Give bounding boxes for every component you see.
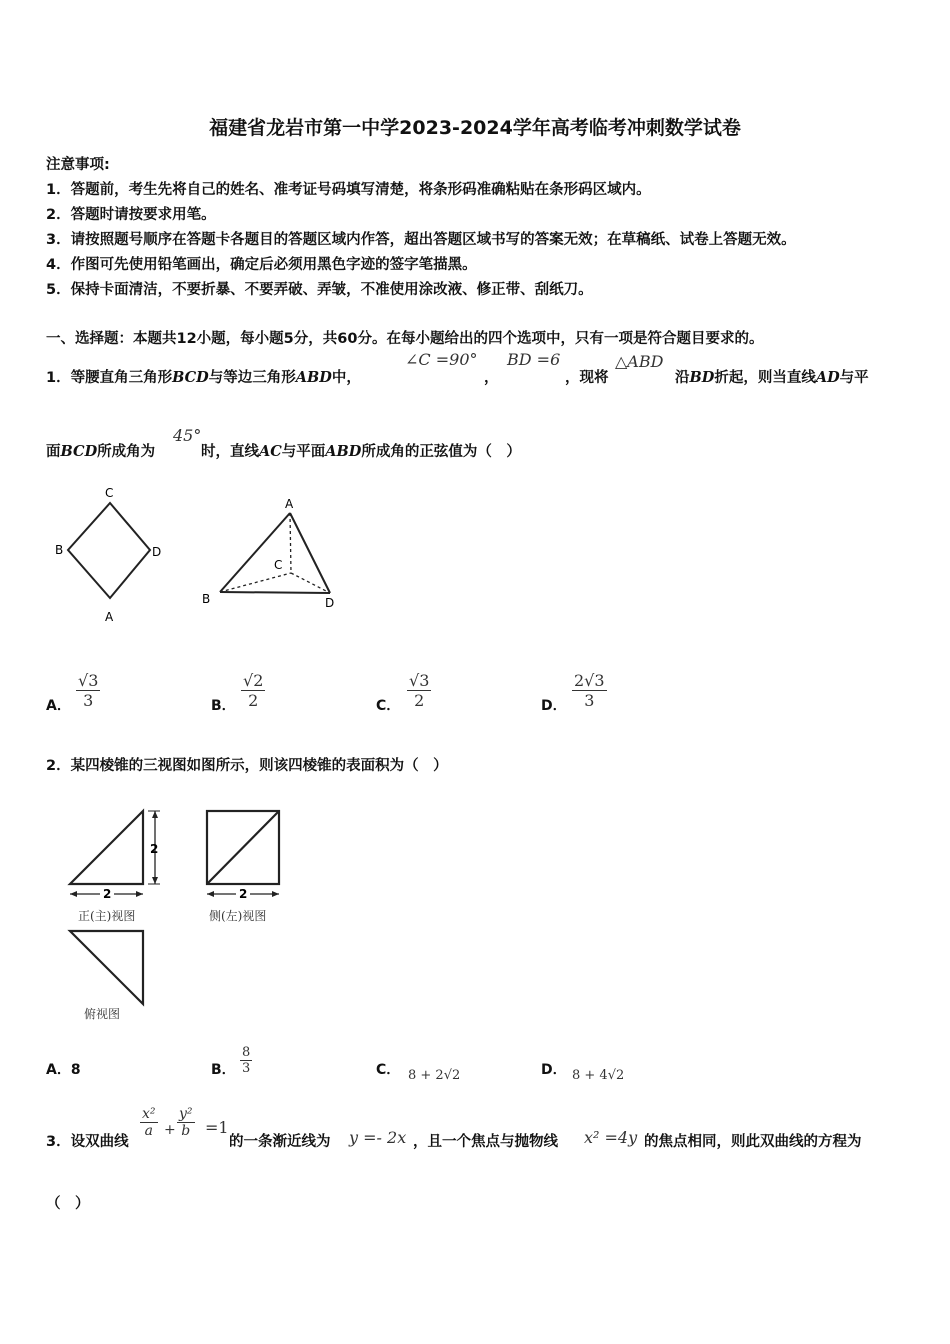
q3-fraction-x: $\frac{\text{x²}}{a}$ — [142, 1106, 156, 1139]
q1-figures — [50, 480, 370, 630]
label-d: D — [325, 596, 335, 610]
q2-option-b-value: $\frac{8}{3}$ — [242, 1045, 251, 1076]
notice-item: 3．请按照题号顺序在答题卡各题目的答题区域内作答，超出答题区域书写的答案无效；在草稿纸、试卷上答题无效。 — [46, 232, 796, 248]
q3-text-start: 3．设双曲线 — [46, 1134, 129, 1150]
label-a: A — [285, 497, 294, 511]
q1-bd-math: BD =6 — [507, 350, 561, 369]
section-heading: 一、选择题：本题共12小题，每小题5分，共60分。在每小题给出的四个选项中，只有一项是符合题目要求的。 — [46, 331, 764, 347]
q1-text: ，现将 — [565, 370, 609, 386]
dim-height: 2 — [150, 842, 159, 856]
q1-line2-end: 时，直线AC与平面ABD所成角的正弦值为（ ） — [201, 443, 521, 460]
q1-option-a-value: $\frac{√3}{3}$ — [78, 671, 99, 710]
q1-line1: 1．等腰直角三角形BCD与等边三角形ABD中， — [46, 369, 361, 386]
q1-option-c-label[interactable]: C． — [376, 698, 401, 714]
q2-front-caption: 正(主)视图 — [78, 909, 136, 923]
q3-text: 的一条渐近线为 — [229, 1134, 331, 1150]
q2-text: 2．某四棱锥的三视图如图所示，则该四棱锥的表面积为（ ） — [46, 758, 448, 774]
q2-top-caption: 俯视图 — [84, 1007, 121, 1021]
notice-item: 1．答题前，考生先将自己的姓名、准考证号码填写清楚，将条形码准确粘贴在条形码区域内。 — [46, 182, 651, 198]
notice-item: 2．答题时请按要求用笔。 — [46, 207, 216, 223]
q1-option-b-label[interactable]: B． — [211, 698, 236, 714]
notice-item: 4．作图可先使用铅笔画出，确定后必须用黑色字迹的签字笔描黑。 — [46, 257, 477, 273]
q3-answer-paren: （ ） — [46, 1196, 90, 1212]
label-d: D — [152, 545, 162, 559]
q2-side-view — [207, 811, 279, 901]
q1-option-d-label[interactable]: D． — [541, 698, 567, 714]
q1-degree-math: 45° — [173, 426, 202, 445]
q1-option-d-value: $\frac{2√3}{3}$ — [574, 671, 605, 710]
q3-plus: + — [164, 1122, 176, 1138]
notice-heading: 注意事项: — [46, 157, 110, 173]
q2-option-d-label[interactable]: D． — [541, 1062, 567, 1078]
q3-equals-one: =1 — [205, 1118, 229, 1137]
notice-item: 5．保持卡面清洁，不要折暴、不要弄破、弄皱，不准使用涂改液、修正带、刮纸刀。 — [46, 282, 593, 298]
label-c: C — [105, 486, 114, 500]
page-title: 福建省龙岩市第一中学2023-2024学年高考临考冲刺数学试卷 — [209, 117, 741, 139]
q3-text: ，且一个焦点与抛物线 — [413, 1134, 558, 1150]
q1-option-a-label[interactable]: A． — [46, 698, 71, 714]
label-c: C — [274, 558, 283, 572]
q3-asymptote-math: y =- 2x — [349, 1128, 407, 1147]
dim-width: 2 — [239, 887, 248, 901]
label-a: A — [105, 610, 114, 624]
q2-option-d-value: 8 + 4√2 — [572, 1068, 625, 1083]
q1-line2-start: 面BCD所成角为 — [46, 443, 156, 460]
dim-width: 2 — [103, 887, 112, 901]
q1-figure-tetrahedron — [202, 497, 334, 610]
q1-line1-end: 沿BD折起，则当直线AD与平 — [675, 369, 869, 386]
q2-front-view — [70, 811, 160, 901]
label-b: B — [202, 592, 211, 606]
q3-parabola-math: x² =4y — [584, 1128, 638, 1147]
q2-top-view — [70, 931, 143, 1004]
q2-option-c-value: 8 + 2√2 — [408, 1068, 461, 1083]
q1-figure-square — [55, 486, 161, 624]
q1-option-c-value: $\frac{√3}{2}$ — [409, 671, 430, 710]
q1-angle-math: ∠C =90° — [405, 350, 478, 369]
q1-comma: ， — [484, 370, 499, 386]
q2-side-caption: 侧(左)视图 — [209, 909, 267, 923]
q3-text-end: 的焦点相同，则此双曲线的方程为 — [644, 1134, 862, 1150]
q2-option-b-label[interactable]: B． — [211, 1062, 236, 1078]
q1-option-b-value: $\frac{√2}{2}$ — [243, 671, 264, 710]
q3-fraction-y: $\frac{\text{y²}}{b}$ — [179, 1106, 193, 1139]
q2-option-a[interactable]: A．8 — [46, 1062, 81, 1078]
label-b: B — [55, 543, 64, 557]
q2-option-c-label[interactable]: C． — [376, 1062, 401, 1078]
q1-triangle-math: △ABD — [615, 352, 664, 371]
